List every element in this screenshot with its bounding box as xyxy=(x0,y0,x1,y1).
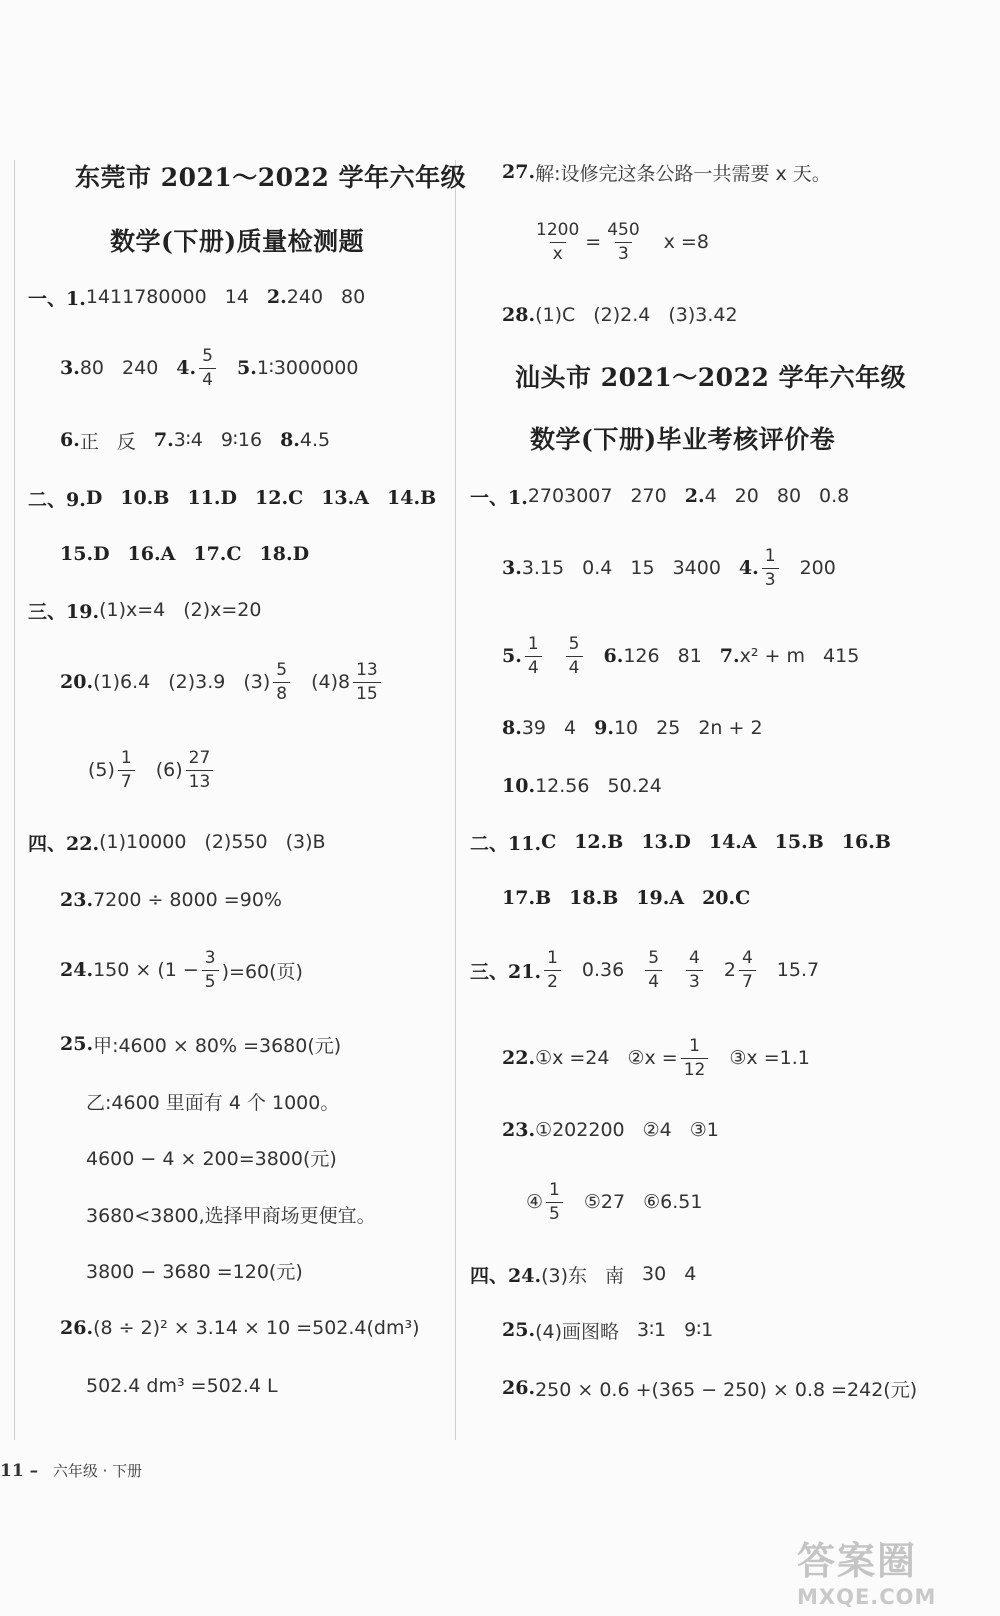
column-divider xyxy=(455,160,456,1440)
fraction: $\frac{450}{3}$ xyxy=(607,219,640,264)
answer-line: 28. (1)C (2)2.4 (3)3.42 xyxy=(502,304,738,326)
fraction: $\frac{5}{4}$ xyxy=(645,950,662,991)
fraction: $\frac{1}{4}$ xyxy=(525,636,542,677)
fraction: $\frac{1}{2}$ xyxy=(544,950,561,991)
fraction: $\frac{4}{7}$ xyxy=(739,950,756,991)
answer-line: 15. D 16. A 17. C 18. D xyxy=(60,543,310,565)
answer-line: 四、24. (3)东 南 30 4 xyxy=(470,1263,697,1287)
fraction: $\frac{5}{4}$ xyxy=(566,636,583,677)
page-footer xyxy=(0,1460,142,1481)
answer-line: 三、19. (1)x=4 (2)x=20 xyxy=(28,599,262,623)
fraction: $\frac{1}{7}$ xyxy=(118,750,135,791)
answer-line: 27. 解:设修完这条公路一共需要 x 天。 xyxy=(502,161,831,185)
answer-line: 502.4 dm³ =502.4 L xyxy=(86,1375,278,1397)
answer-line: 24. 150 × (1 − $\frac{3}{5}$ )=60(页) xyxy=(60,947,303,992)
left-title-line2: 数学(下册)质量检测题 xyxy=(110,227,365,256)
answer-line: 四、22. (1)10000 (2)550 (3)B xyxy=(28,831,326,855)
left-margin-rule xyxy=(14,160,15,1440)
answer-line: 乙:4600 里面有 4 个 1000。 xyxy=(86,1091,340,1114)
fraction: $\frac{27}{13}$ xyxy=(186,750,214,791)
left-title-line1: 东莞市 2021～2022 学年六年级 xyxy=(75,163,467,192)
fraction: $\frac{3}{5}$ xyxy=(202,950,219,991)
fraction: $\frac{1}{5}$ xyxy=(546,1182,563,1223)
answer-line: 二、11. C 12. B 13. D 14. A 15. B 16. B xyxy=(470,831,891,855)
fraction: $\frac{1}{12}$ xyxy=(681,1038,709,1079)
answer-line: 三、21. $\frac{1}{2}$ 0.36 $\frac{5}{4}$ $\frac{4}{3}$ 2 $\frac{4}{7}$ 15.7 xyxy=(470,947,820,992)
answer-line: ④ $\frac{1}{5}$ ⑤27 ⑥6.51 xyxy=(526,1179,703,1224)
fraction: $\frac{1200}{x}$ xyxy=(536,219,580,264)
fraction: $\frac{13}{15}$ xyxy=(353,662,381,703)
answer-line: 5. $\frac{1}{4}$ $\frac{5}{4}$ 6. 126 81 7. x² + m 415 xyxy=(502,633,860,678)
answer-line: 26. (8 ÷ 2)² × 3.14 × 10 =502.4(dm³) xyxy=(60,1317,420,1339)
fraction: $\frac{1}{3}$ xyxy=(762,548,779,589)
answer-line: 26. 250 × 0.6 +(365 − 250) × 0.8 =242(元) xyxy=(502,1377,918,1401)
answer-line: 4600 − 4 × 200=3800(元) xyxy=(86,1147,337,1170)
answer-line: 23. ①202200 ②4 ③1 xyxy=(502,1119,719,1141)
answer-line: 3680<3800,选择甲商场更便宜。 xyxy=(86,1204,376,1227)
answer-line: 二、9. D 10. B 11. D 12. C 13. A 14. B xyxy=(28,487,437,511)
answer-line: 23. 7200 ÷ 8000 =90% xyxy=(60,889,282,911)
answer-line: 3. 3.15 0.4 15 3400 4. $\frac{1}{3}$ 200 xyxy=(502,545,836,590)
answer-line: 17. B 18. B 19. A 20. C xyxy=(502,887,751,909)
answer-line: 22. ①x =24 ②x = $\frac{1}{12}$ ③x =1.1 xyxy=(502,1035,810,1080)
answer-line: 一、1. 2703007 270 2. 4 20 80 0.8 xyxy=(470,485,850,509)
fraction: $\frac{5}{4}$ xyxy=(199,348,216,389)
answer-line: 25. 甲:4600 × 80% =3680(元) xyxy=(60,1033,342,1057)
watermark-logo: 答案圈 MXQE.COM xyxy=(797,1539,937,1609)
fraction: $\frac{5}{8}$ xyxy=(273,662,290,703)
answer-line: $\frac{1200}{x}$ = $\frac{450}{3}$ x =8 xyxy=(530,220,709,264)
answer-line: 20. (1)6.4 (2)3.9 (3) $\frac{5}{8}$ (4)8 $\frac{13}{15}$ xyxy=(60,660,384,704)
page-number: 11 – xyxy=(0,1461,39,1481)
right-title-line1: 汕头市 2021～2022 学年六年级 xyxy=(515,363,907,392)
answer-line: 6. 正 反 7. 3∶4 9∶16 8. 4.5 xyxy=(60,429,331,453)
answer-line: (5) $\frac{1}{7}$ (6) $\frac{27}{13}$ xyxy=(88,748,216,792)
answer-line: 3. 80 240 4. $\frac{5}{4}$ 5. 1∶3000000 xyxy=(60,345,359,390)
answer-line: 3800 − 3680 =120(元) xyxy=(86,1260,303,1283)
right-title-line2: 数学(下册)毕业考核评价卷 xyxy=(530,425,836,454)
footer-text: 六年级 · 下册 xyxy=(52,1462,143,1480)
answer-line: 8. 39 4 9. 10 25 2n + 2 xyxy=(502,717,763,739)
fraction: $\frac{4}{3}$ xyxy=(686,950,703,991)
answer-line: 10. 12.56 50.24 xyxy=(502,775,662,797)
answer-line: 25. (4)画图略 3∶1 9∶1 xyxy=(502,1319,714,1343)
answer-line: 一、1. 1411780000 14 2. 240 80 xyxy=(28,286,366,310)
